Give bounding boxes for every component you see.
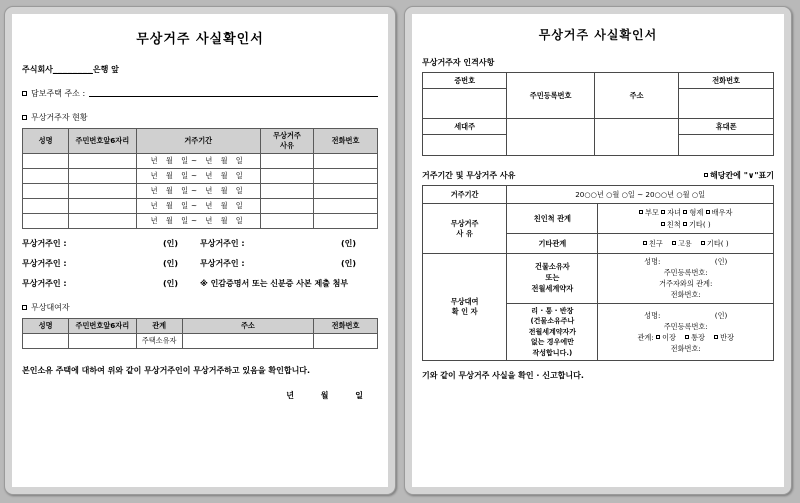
checkbox-icon[interactable] [683,210,687,214]
option-sibling[interactable] [683,208,703,217]
option-friend-label: 친구 [648,238,663,248]
cell-name[interactable] [23,169,69,184]
lender-table-body [23,334,378,349]
col-phone: 전화번호 [314,319,378,334]
cell-reason[interactable] [260,199,313,214]
table-row[interactable] [23,334,378,349]
cell-name[interactable] [23,334,69,349]
label-confirmer-line1: 무상대여 [450,297,479,307]
value-mobile[interactable] [679,135,774,156]
chief-role-line5: 작성합니다.) [532,348,573,357]
cell-phone[interactable] [314,184,378,199]
cell-id6[interactable] [69,214,136,229]
option-relative-other[interactable] [683,220,711,229]
value-householder-rrn[interactable] [507,119,595,156]
label-relative: 친인척 관계 [507,204,598,234]
chief-role-line2: (건물소유주나 [530,317,575,326]
signer-label: 무상거주인 : [22,279,67,288]
cell-period[interactable]: 년 월 일~ 년 월 일 [136,214,260,229]
option-relative-label: 친척 [666,219,681,229]
cell-reason[interactable] [260,184,313,199]
check-instruction [704,170,774,181]
resident-status-label: 무상거주자 현황 [31,113,88,122]
col-name: 성명 [23,319,69,334]
table-row [423,254,774,304]
reason-table [422,185,774,361]
chief-role-cell [507,303,598,361]
collateral-address-row [22,88,378,99]
option-sibling-label: 형제 [689,208,704,218]
owner-role-cell [507,254,598,304]
cell-phone[interactable] [314,334,378,349]
date-month: 월 [320,391,330,400]
relative-options-row2 [600,219,771,230]
table-row[interactable] [23,169,378,184]
cell-phone[interactable] [314,199,378,214]
cell-name[interactable] [23,154,69,169]
cell-name[interactable] [23,199,69,214]
value-householder-name[interactable] [423,135,507,156]
label-householder: 세대주 [423,119,507,135]
owner-role-line1: 건물소유자 [535,262,570,272]
label-reason [423,204,507,254]
chief-relation-label: 관계: [637,332,654,342]
col-relation: 관계 [136,319,182,334]
option-spouse[interactable] [706,208,733,217]
signer-label: 무상거주인 : [22,259,67,268]
owner-role-line3: 전월세계약자 [531,283,574,293]
signature-right[interactable] [200,238,378,249]
date-year: 년 [286,391,295,400]
cell-phone[interactable] [314,154,378,169]
seal-mark: (인) [162,239,178,248]
signature-row [22,238,378,249]
cell-period[interactable]: 년 월 일~ 년 월 일 [136,154,260,169]
owner-role-line2: 또는 [545,272,560,282]
left-page-title: 무상거주 사실확인서 [136,32,264,47]
chief-field-name[interactable] [600,310,771,321]
col-reason [260,129,313,154]
lender-table [22,318,378,349]
chief-seal-mark: (인) [714,310,728,320]
option-parent[interactable] [639,208,659,217]
signature-row [22,258,378,269]
value-householder-address[interactable] [594,119,678,156]
resident-table-body [23,154,378,229]
label-confirmer-line2: 확 인 자 [451,307,478,317]
label-reason-line1: 무상거주 [450,218,479,228]
personal-section-head [422,57,774,68]
option-child-label: 자녀 [667,208,682,218]
addressee-prefix: 주식회사 [22,65,53,74]
cell-id6[interactable] [69,334,136,349]
chief-role-line1: 리 · 통 · 반장 [531,306,574,315]
checkbox-icon[interactable] [706,210,710,214]
signature-left[interactable] [22,258,200,269]
cell-reason[interactable] [260,214,313,229]
chief-field-relation [600,332,771,343]
chief-field-rrn[interactable]: 주민등록번호: [663,321,708,331]
signature-block [22,238,378,289]
relative-options-row1 [600,207,771,218]
cell-phone[interactable] [314,169,378,184]
table-header-row [23,129,378,154]
cell-id6[interactable] [69,184,136,199]
cell-id6[interactable] [69,169,136,184]
seal-mark: (인) [162,279,178,288]
label-address: 주소 [594,73,678,119]
seal-mark: (인) [162,259,178,268]
checkbox-icon[interactable] [22,305,27,310]
signature-left[interactable] [22,238,200,249]
checkbox-icon[interactable] [22,115,27,120]
right-page-title: 무상거주 사실확인서 [538,28,658,42]
resident-table [22,128,378,229]
table-row[interactable] [23,154,378,169]
personal-section-label: 무상거주자 인격사항 [422,58,495,67]
cell-relation: 주택소유자 [136,334,182,349]
cell-id6[interactable] [69,154,136,169]
value-period[interactable]: 20○○년 ○월 ○일 ~ 20○○년 ○월 ○일 [507,186,774,204]
option-relative[interactable] [661,220,681,229]
owner-field-name[interactable] [600,256,771,267]
cell-reason[interactable] [260,169,313,184]
col-id6: 주민번호앞6자리 [69,129,136,154]
seal-mark: (인) [340,239,356,248]
reason-section-head [422,170,774,181]
right-document-page [412,14,784,487]
cell-period[interactable]: 년 월 일~ 년 월 일 [136,184,260,199]
label-phone: 전화번호 [679,73,774,89]
checkbox-icon[interactable] [701,241,705,245]
cell-name[interactable] [23,214,69,229]
collateral-address-label: 담보주택 주소 : [31,89,86,98]
signer-label: 무상거주인 : [200,259,245,268]
chief-role-line4: 없는 경우에만 [530,338,574,347]
owner-fields-cell[interactable] [598,254,774,304]
checkbox-icon[interactable] [685,335,689,339]
lender-status-row [22,302,378,313]
right-footer-statement: 기와 같이 무상거주 사실을 확인 · 신고합니다. [422,371,584,381]
cell-id6[interactable] [69,199,136,214]
table-row[interactable] [423,119,774,135]
option-tongjang[interactable] [685,333,705,342]
signature-row [22,278,378,289]
option-child[interactable] [661,208,681,217]
owner-name-label: 성명: [644,257,661,266]
left-document-page [12,14,388,487]
collateral-address-input[interactable] [89,90,378,97]
signature-note-cell [200,278,378,289]
chief-name-label: 성명: [644,310,661,320]
value-phone[interactable] [679,89,774,119]
option-banjang-label: 반장 [720,332,735,342]
chief-fields-cell[interactable] [598,303,774,361]
owner-field-rrn[interactable]: 주민등록번호: [663,268,708,278]
option-ijang-label: 이장 [662,332,676,342]
reason-section-label: 거주기간 및 무상거주 사유 [422,171,516,180]
checkbox-icon[interactable] [683,222,687,226]
signer-label: 무상거주인 : [200,239,245,248]
label-other-relation: 기타관계 [507,234,598,254]
checkbox-icon[interactable] [656,335,660,339]
seal-mark: (인) [340,259,356,268]
checkbox-icon[interactable] [639,210,643,214]
table-row[interactable] [23,214,378,229]
addressee-line [22,64,378,75]
option-employment[interactable] [672,239,692,248]
cell-name[interactable] [23,184,69,199]
table-header-row [23,319,378,334]
option-relative-other-label: 기타( ) [688,219,711,229]
col-name: 성명 [23,129,69,154]
chief-field-phone[interactable]: 전화번호: [670,344,701,354]
option-other-label: 기타( ) [706,238,729,248]
resident-status-row [22,112,378,123]
option-other[interactable] [701,239,729,248]
label-rrn: 주민등록번호 [507,73,595,119]
label-reason-line2: 사 유 [456,228,473,238]
chief-role-line3: 전월세계약자가 [528,327,577,336]
table-row[interactable] [23,199,378,214]
cell-period[interactable]: 년 월 일~ 년 월 일 [136,169,260,184]
date-line [22,390,378,401]
col-reason-line2: 사유 [280,141,294,150]
owner-seal-mark: (인) [714,257,728,266]
owner-field-relation[interactable]: 거주자와의 관계: [659,279,713,289]
cell-period[interactable]: 년 월 일~ 년 월 일 [136,199,260,214]
cell-phone[interactable] [314,214,378,229]
left-document-panel[interactable] [4,6,396,495]
option-tongjang-label: 통장 [691,332,705,342]
col-id6: 주민번호앞6자리 [69,319,136,334]
check-instruction-text: 해당칸에 "∨"표기 [710,171,774,180]
signature-right[interactable] [200,258,378,269]
checkbox-icon[interactable] [661,210,665,214]
table-row [423,186,774,204]
col-phone: 전화번호 [314,129,378,154]
date-day: 일 [355,391,364,400]
col-reason-line1: 무상거주 [273,131,301,140]
label-mobile: 휴대폰 [679,119,774,135]
other-options [598,234,774,254]
option-friend[interactable] [643,239,663,248]
cell-reason[interactable] [260,154,313,169]
value-cert-no[interactable] [423,89,507,119]
right-document-panel[interactable] [404,6,792,495]
attachment-note: ※ 인감증명서 또는 신분증 사본 제출 첨부 [200,279,349,288]
person-table [422,72,774,156]
checkbox-icon[interactable] [714,335,718,339]
label-confirmer [423,254,507,361]
option-ijang[interactable] [656,333,676,342]
col-address: 주소 [182,319,313,334]
signer-label: 무상거주인 : [22,239,67,248]
table-row[interactable] [23,184,378,199]
table-row [423,204,774,234]
cell-address[interactable] [182,334,313,349]
closing-statement: 본인소유 주택에 대하여 위와 같이 무상거주인이 무상거주하고 있음을 확인합니다. [22,366,311,375]
table-row [423,73,774,89]
signature-left[interactable] [22,278,200,289]
checkbox-icon[interactable] [661,222,665,226]
owner-field-phone[interactable]: 전화번호: [670,290,701,300]
relative-options [598,204,774,234]
lender-status-label: 무상대여자 [31,303,70,312]
label-period: 거주기간 [423,186,507,204]
checkbox-icon[interactable] [672,241,676,245]
addressee-blank: ________ [52,65,93,74]
label-cert-no: 증번호 [423,73,507,89]
addressee-suffix: 은행 앞 [92,65,119,74]
checkbox-icon[interactable] [643,241,647,245]
option-parent-label: 부모 [645,208,659,218]
option-banjang[interactable] [714,333,734,342]
checkbox-icon [704,173,708,177]
col-period: 거주기간 [136,129,260,154]
option-spouse-label: 배우자 [711,208,733,218]
checkbox-icon[interactable] [22,91,27,96]
option-employment-label: 고용 [677,238,692,248]
